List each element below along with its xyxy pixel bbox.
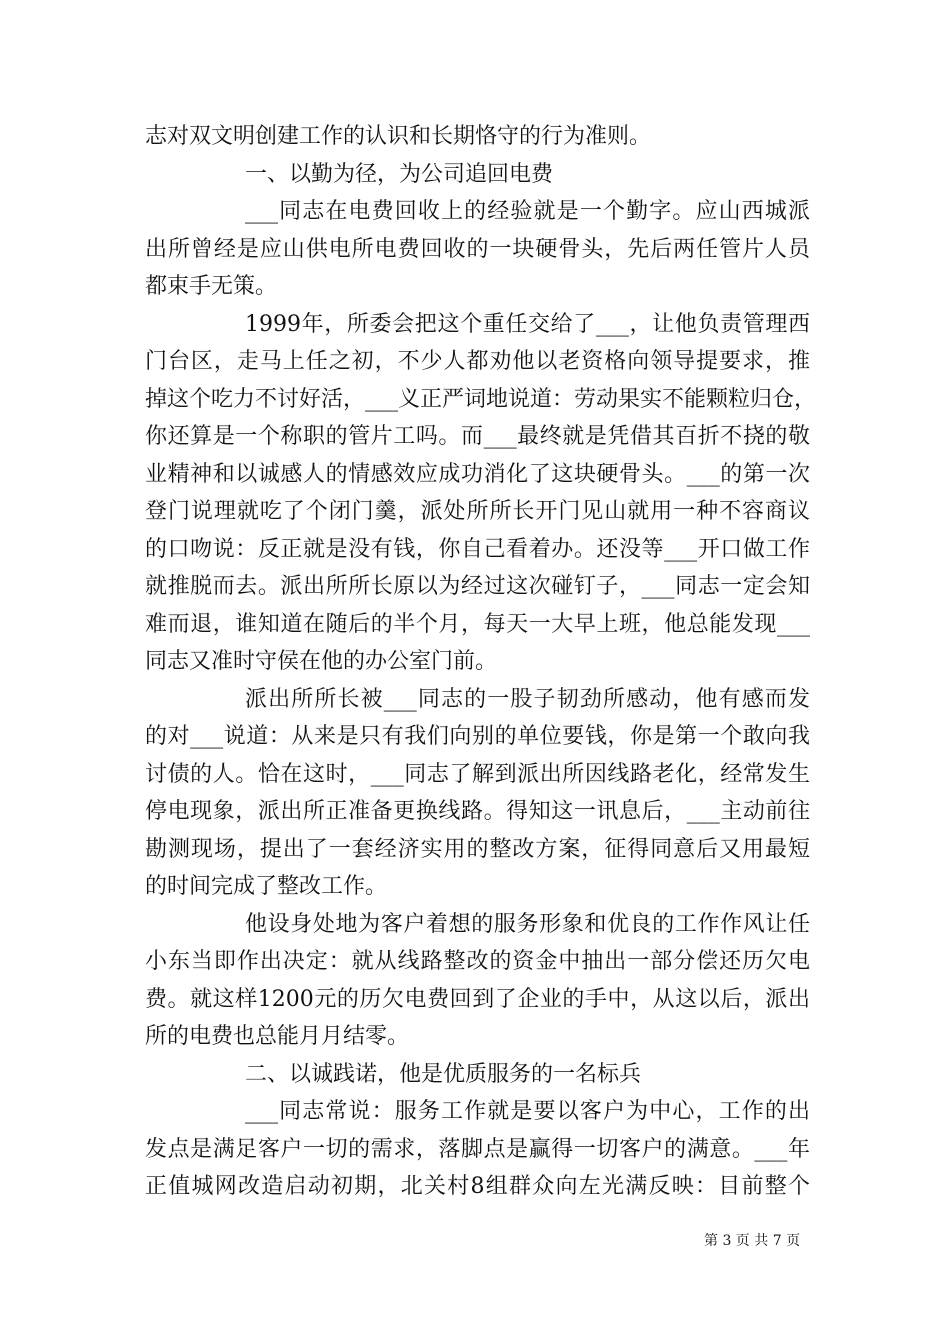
text-line: 志对双文明创建工作的认识和长期恪守的行为准则。 <box>145 124 652 149</box>
text-line: 费。就这样1200元的历欠电费回到了企业的手中，从这以后，派出 <box>145 986 810 1012</box>
text-line: 掉这个吃力不讨好活，___义正严词地说道：劳动果实不能颗粒归仓， <box>145 386 817 412</box>
page-number: 第 3 页 共 7 页 <box>704 1233 801 1249</box>
text-line: 二、以诚践诺，他是优质服务的一名标兵 <box>245 1061 642 1087</box>
text-line: 1999年，所委会把这个重任交给了___，让他负责管理西 <box>245 311 810 337</box>
text-line: 他设身处地为客户着想的服务形象和优良的工作作风让任 <box>245 911 810 937</box>
document-body <box>145 118 817 1206</box>
text-line: 出所曾经是应山供电所电费回收的一块硬骨头，先后两任管片人员 <box>145 236 810 262</box>
text-line: 的口吻说：反正就是没有钱，你自己看着办。还没等___开口做工作 <box>145 536 810 562</box>
text-line: 你还算是一个称职的管片工吗。而___最终就是凭借其百折不挠的敬 <box>145 424 810 449</box>
text-line: 派出所所长被___同志的一股子韧劲所感动，他有感而发 <box>245 686 810 712</box>
text-line: 讨债的人。恰在这时，___同志了解到派出所因线路老化，经常发生 <box>145 761 810 787</box>
text-line: ___同志常说：服务工作就是要以客户为中心，工作的出 <box>245 1099 810 1124</box>
text-line: 就推脱而去。派出所所长原以为经过这次碰钉子，___同志一定会知 <box>145 574 810 599</box>
text-line: 一、以勤为径，为公司追回电费 <box>245 161 554 187</box>
text-line: 都束手无策。 <box>145 274 278 299</box>
text-line: 门台区，走马上任之初，不少人都劝他以老资格向领导提要求，推 <box>145 349 810 374</box>
text-line: 勘测现场，提出了一套经济实用的整改方案，征得同意后又用最短 <box>145 836 810 862</box>
text-line: 正值城网改造启动初期，北关村8组群众向左光满反映：目前整个 <box>145 1174 810 1199</box>
text-line: 所的电费也总能月月结零。 <box>145 1024 410 1049</box>
text-line: 发点是满足客户一切的需求，落脚点是赢得一切客户的满意。___年 <box>145 1136 810 1162</box>
text-line: 停电现象，派出所正准备更换线路。得知这一讯息后，___主动前往 <box>145 799 810 824</box>
text-line: 登门说理就吃了个闭门羹，派处所所长开门见山就用一种不容商议 <box>145 499 810 524</box>
text-line: 同志又准时守侯在他的办公室门前。 <box>145 649 498 674</box>
text-line: 的时间完成了整改工作。 <box>145 874 388 899</box>
text-line: 小东当即作出决定：就从线路整改的资金中抽出一部分偿还历欠电 <box>145 949 810 974</box>
text-line: ___同志在电费回收上的经验就是一个勤字。应山西城派 <box>245 199 810 224</box>
text-line: 的对___说道：从来是只有我们向别的单位要钱，你是第一个敢向我 <box>145 724 810 749</box>
text-line: 业精神和以诚感人的情感效应成功消化了这块硬骨头。___的第一次 <box>145 461 810 487</box>
text-line: 难而退，谁知道在随后的半个月，每天一大早上班，他总能发现___ <box>145 611 810 637</box>
